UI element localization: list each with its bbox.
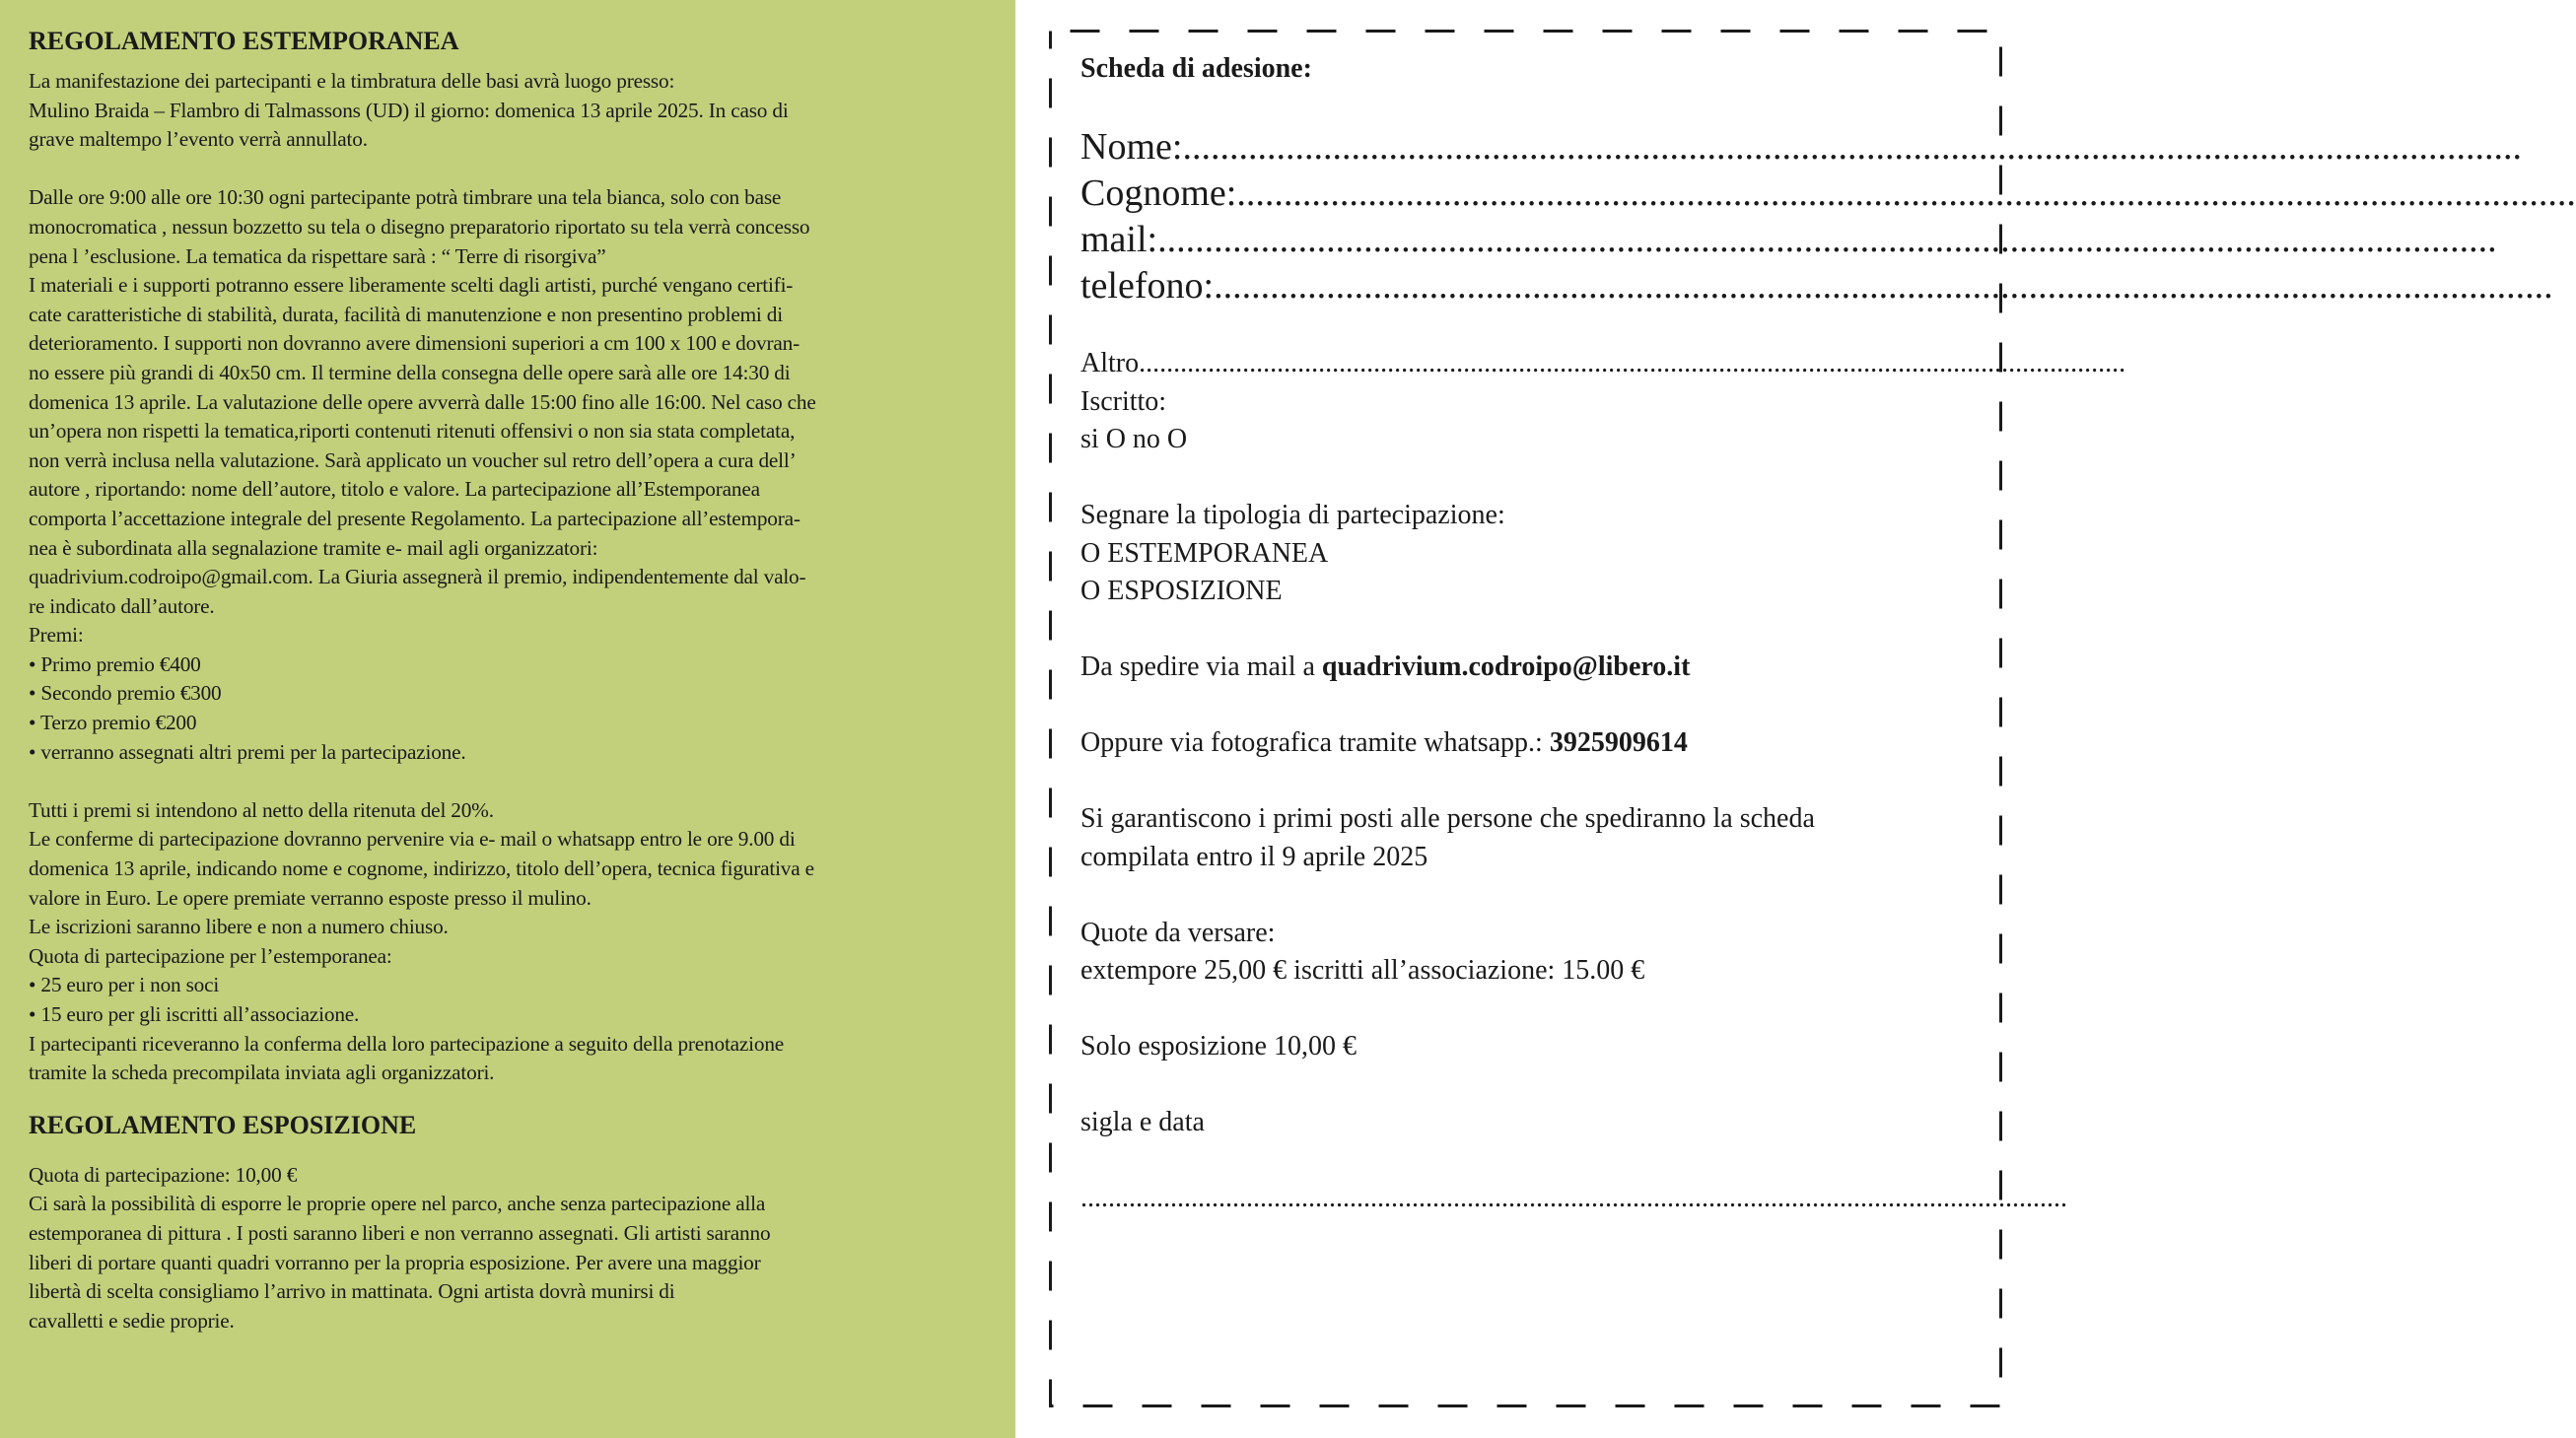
field-label: mail: [1080, 219, 1158, 260]
mail-address[interactable]: quadrivium.codroipo@libero.it [1321, 651, 1691, 682]
text-line: • verranno assegnati altri premi per la partecipazione. [29, 739, 466, 764]
field-cognome[interactable] [1080, 171, 2576, 217]
text-line: I partecipanti riceveranno la conferma della loro partecipazione a seguito della prenotazione [29, 1031, 785, 1056]
dotted-line: ............................................................................................................................................... [1080, 1183, 2067, 1213]
field-label: Altro [1080, 348, 1140, 378]
text-line: Le conferme di partecipazione dovranno pervenire via e- mail o whatsapp entro le ore 9.00 di [29, 827, 796, 852]
whatsapp-prefix: Oppure via fotografica tramite whatsapp.: [1080, 727, 1550, 758]
option-esposizione[interactable] [1080, 573, 1968, 611]
text-line: un’opera non rispetti la tematica,riporti contenuti ritenuti offensivi o non sia stata completata, [29, 419, 796, 444]
text-line: • 25 euro per i non soci [29, 973, 220, 997]
iscritto-label: Iscritto: [1080, 385, 1167, 417]
guarantee-line-2: compilata entro il 9 aprile 2025 [1080, 841, 1428, 872]
text-line: Ci sarà la possibilità di esporre le proprie opere nel parco, anche senza partecipazione alla [29, 1192, 766, 1216]
text-line: Le iscrizioni saranno libere e non a numero chiuso. [29, 915, 449, 939]
text-line: libertà di scelta consigliamo l’arrivo in mattinata. Ogni artista dovrà munirsi di [29, 1279, 675, 1304]
estemporanea-rules [29, 183, 990, 767]
text-line: • Terzo premio €200 [29, 711, 197, 735]
text-line: tramite la scheda precompilata inviata agli organizzatori. [29, 1061, 495, 1085]
tipologia-label: Segnare la tipologia di partecipazione: [1080, 500, 1505, 530]
text-line: comporta l’accettazione integrale del presente Regolamento. La partecipazione all’estempora- [29, 506, 801, 530]
whatsapp-number[interactable]: 3925909614 [1549, 727, 1688, 758]
text-line: cate caratteristiche di stabilità, durata, facilità di manutenzione e non presentino problemi di [29, 302, 783, 326]
text-line: Tutti i premi si intendono al netto della ritenuta del 20%. [29, 797, 494, 822]
radio-si[interactable]: O [1105, 424, 1126, 454]
option-estemporanea[interactable] [1080, 535, 1968, 574]
text-line: Mulino Braida – Flambro di Talmassons (UD) il giorno: domenica 13 aprile 2025. In caso di [29, 98, 789, 122]
estemporanea-notes [29, 796, 990, 1088]
whatsapp-instructions [1080, 724, 1968, 763]
rules-content [29, 22, 990, 1335]
radio-marker[interactable]: O [1080, 537, 1101, 569]
dotted-line: ............................................................................................................................................... [1157, 219, 2497, 260]
dotted-line: ............................................................................................................................................... [1182, 126, 2522, 168]
text-line: re indicato dall’autore. [29, 593, 215, 618]
text-line: La manifestazione dei partecipanti e la timbratura delle basi avrà luogo presso: [29, 69, 675, 93]
mail-instructions [1080, 649, 1968, 687]
text-line: domenica 13 aprile. La valutazione delle opere avverrà dalle 15:00 fino alle 16:00. Nel caso che [29, 389, 816, 414]
text-line: I materiali e i supporti potranno essere liberamente scelti dagli artisti, purché vengano certifi- [29, 273, 794, 298]
dotted-line: ............................................................................................................................................... [1236, 172, 2576, 214]
text-line: autore , riportando: nome dell’autore, titolo e valore. La partecipazione all’Estemporanea [29, 477, 760, 502]
text-line: no essere più grandi di 40x50 cm. Il termine della consegna delle opere sarà alle ore 14:30 di [29, 360, 791, 384]
text-line: • Secondo premio €300 [29, 681, 222, 706]
field-nome[interactable] [1080, 124, 2522, 171]
guarantee-line-1: Si garantiscono i primi posti alle persone che spediranno la scheda [1080, 803, 1815, 834]
text-line: deterioramento. I supporti non dovranno avere dimensioni superiori a cm 100 x 100 e dovran- [29, 331, 800, 356]
text-line: grave maltempo l’evento verrà annullato. [29, 127, 368, 152]
text-line: quadrivium.codroipo@gmail.com. La Giuria assegnerà il premio, indipendentemente dal valo- [29, 565, 806, 589]
esposizione-rules [29, 1161, 990, 1336]
text-line: valore in Euro. Le opere premiate verranno esposte presso il mulino. [29, 885, 592, 910]
text-line: estemporanea di pittura . I posti saranno liberi e non verranno assegnati. Gli artisti saranno [29, 1220, 771, 1245]
text-line: domenica 13 aprile, indicando nome e cognome, indirizzo, titolo dell’opera, tecnica figurativa e [29, 856, 814, 881]
text-line: cavalletti e sedie proprie. [29, 1308, 235, 1333]
solo-esposizione: Solo esposizione 10,00 € [1080, 1031, 1357, 1061]
option-label: ESTEMPORANEA [1107, 537, 1329, 569]
text-line: liberi di portare quanti quadri vorranno per la propria esposizione. Per avere una maggior [29, 1250, 761, 1274]
field-telefono[interactable] [1080, 263, 2553, 309]
text-line: • Primo premio €400 [29, 651, 201, 676]
field-mail[interactable] [1080, 217, 2497, 263]
radio-no[interactable]: O [1166, 424, 1188, 454]
text-line: Dalle ore 9:00 alle ore 10:30 ogni partecipante potrà timbrare una tela bianca, solo con base [29, 185, 782, 210]
text-line: • 15 euro per gli iscritti all’associazione. [29, 1002, 360, 1026]
esposizione-title: REGOLAMENTO ESPOSIZIONE [29, 1110, 417, 1139]
dotted-line: ............................................................................................................................................... [1214, 265, 2553, 307]
quote-detail: extempore 25,00 € iscritti all’associazione: 15.00 € [1080, 955, 1645, 986]
text-line: non verrà inclusa nella valutazione. Sarà applicato un voucher sul retro dell’opera a cura dell’ [29, 447, 797, 472]
quote-label: Quote da versare: [1080, 917, 1276, 948]
sigla-label: sigla e data [1080, 1107, 1205, 1137]
text-line: nea è subordinata alla segnalazione tramite e- mail agli organizzatori: [29, 535, 598, 560]
text-line: Quota di partecipazione: 10,00 € [29, 1162, 298, 1187]
mail-prefix: Da spedire via mail a [1080, 651, 1322, 682]
field-label: Cognome: [1080, 172, 1237, 214]
dotted-line: ............................................................................................................................................... [1139, 348, 2126, 378]
text-line: Quota di partecipazione per l’estemporanea: [29, 943, 392, 968]
form-content [1080, 47, 2576, 1218]
radio-marker[interactable]: O [1080, 576, 1101, 606]
field-label: Nome: [1080, 126, 1183, 168]
field-label: telefono: [1080, 265, 1215, 307]
rules-panel [0, 0, 1015, 1438]
field-altro[interactable] [1080, 345, 2126, 383]
estemporanea-title: REGOLAMENTO ESTEMPORANEA [29, 27, 459, 55]
registration-form [1049, 30, 2576, 1407]
text-line: pena l ’esclusione. La tematica da rispettare sarà : “ Terre di risorgiva” [29, 243, 606, 268]
form-title: Scheda di adesione: [1080, 53, 1312, 84]
option-si-label: si [1080, 424, 1099, 454]
option-label: ESPOSIZIONE [1107, 576, 1283, 606]
text-line: monocromatica , nessun bozzetto su tela o disegno preparatorio riportato su tela verrà concesso [29, 214, 810, 239]
text-line: Premi: [29, 623, 84, 648]
sigla-field[interactable] [1080, 1180, 2067, 1218]
option-no-label: no [1132, 424, 1160, 454]
iscritto-options [1080, 421, 1968, 459]
estemporanea-intro [29, 67, 990, 155]
